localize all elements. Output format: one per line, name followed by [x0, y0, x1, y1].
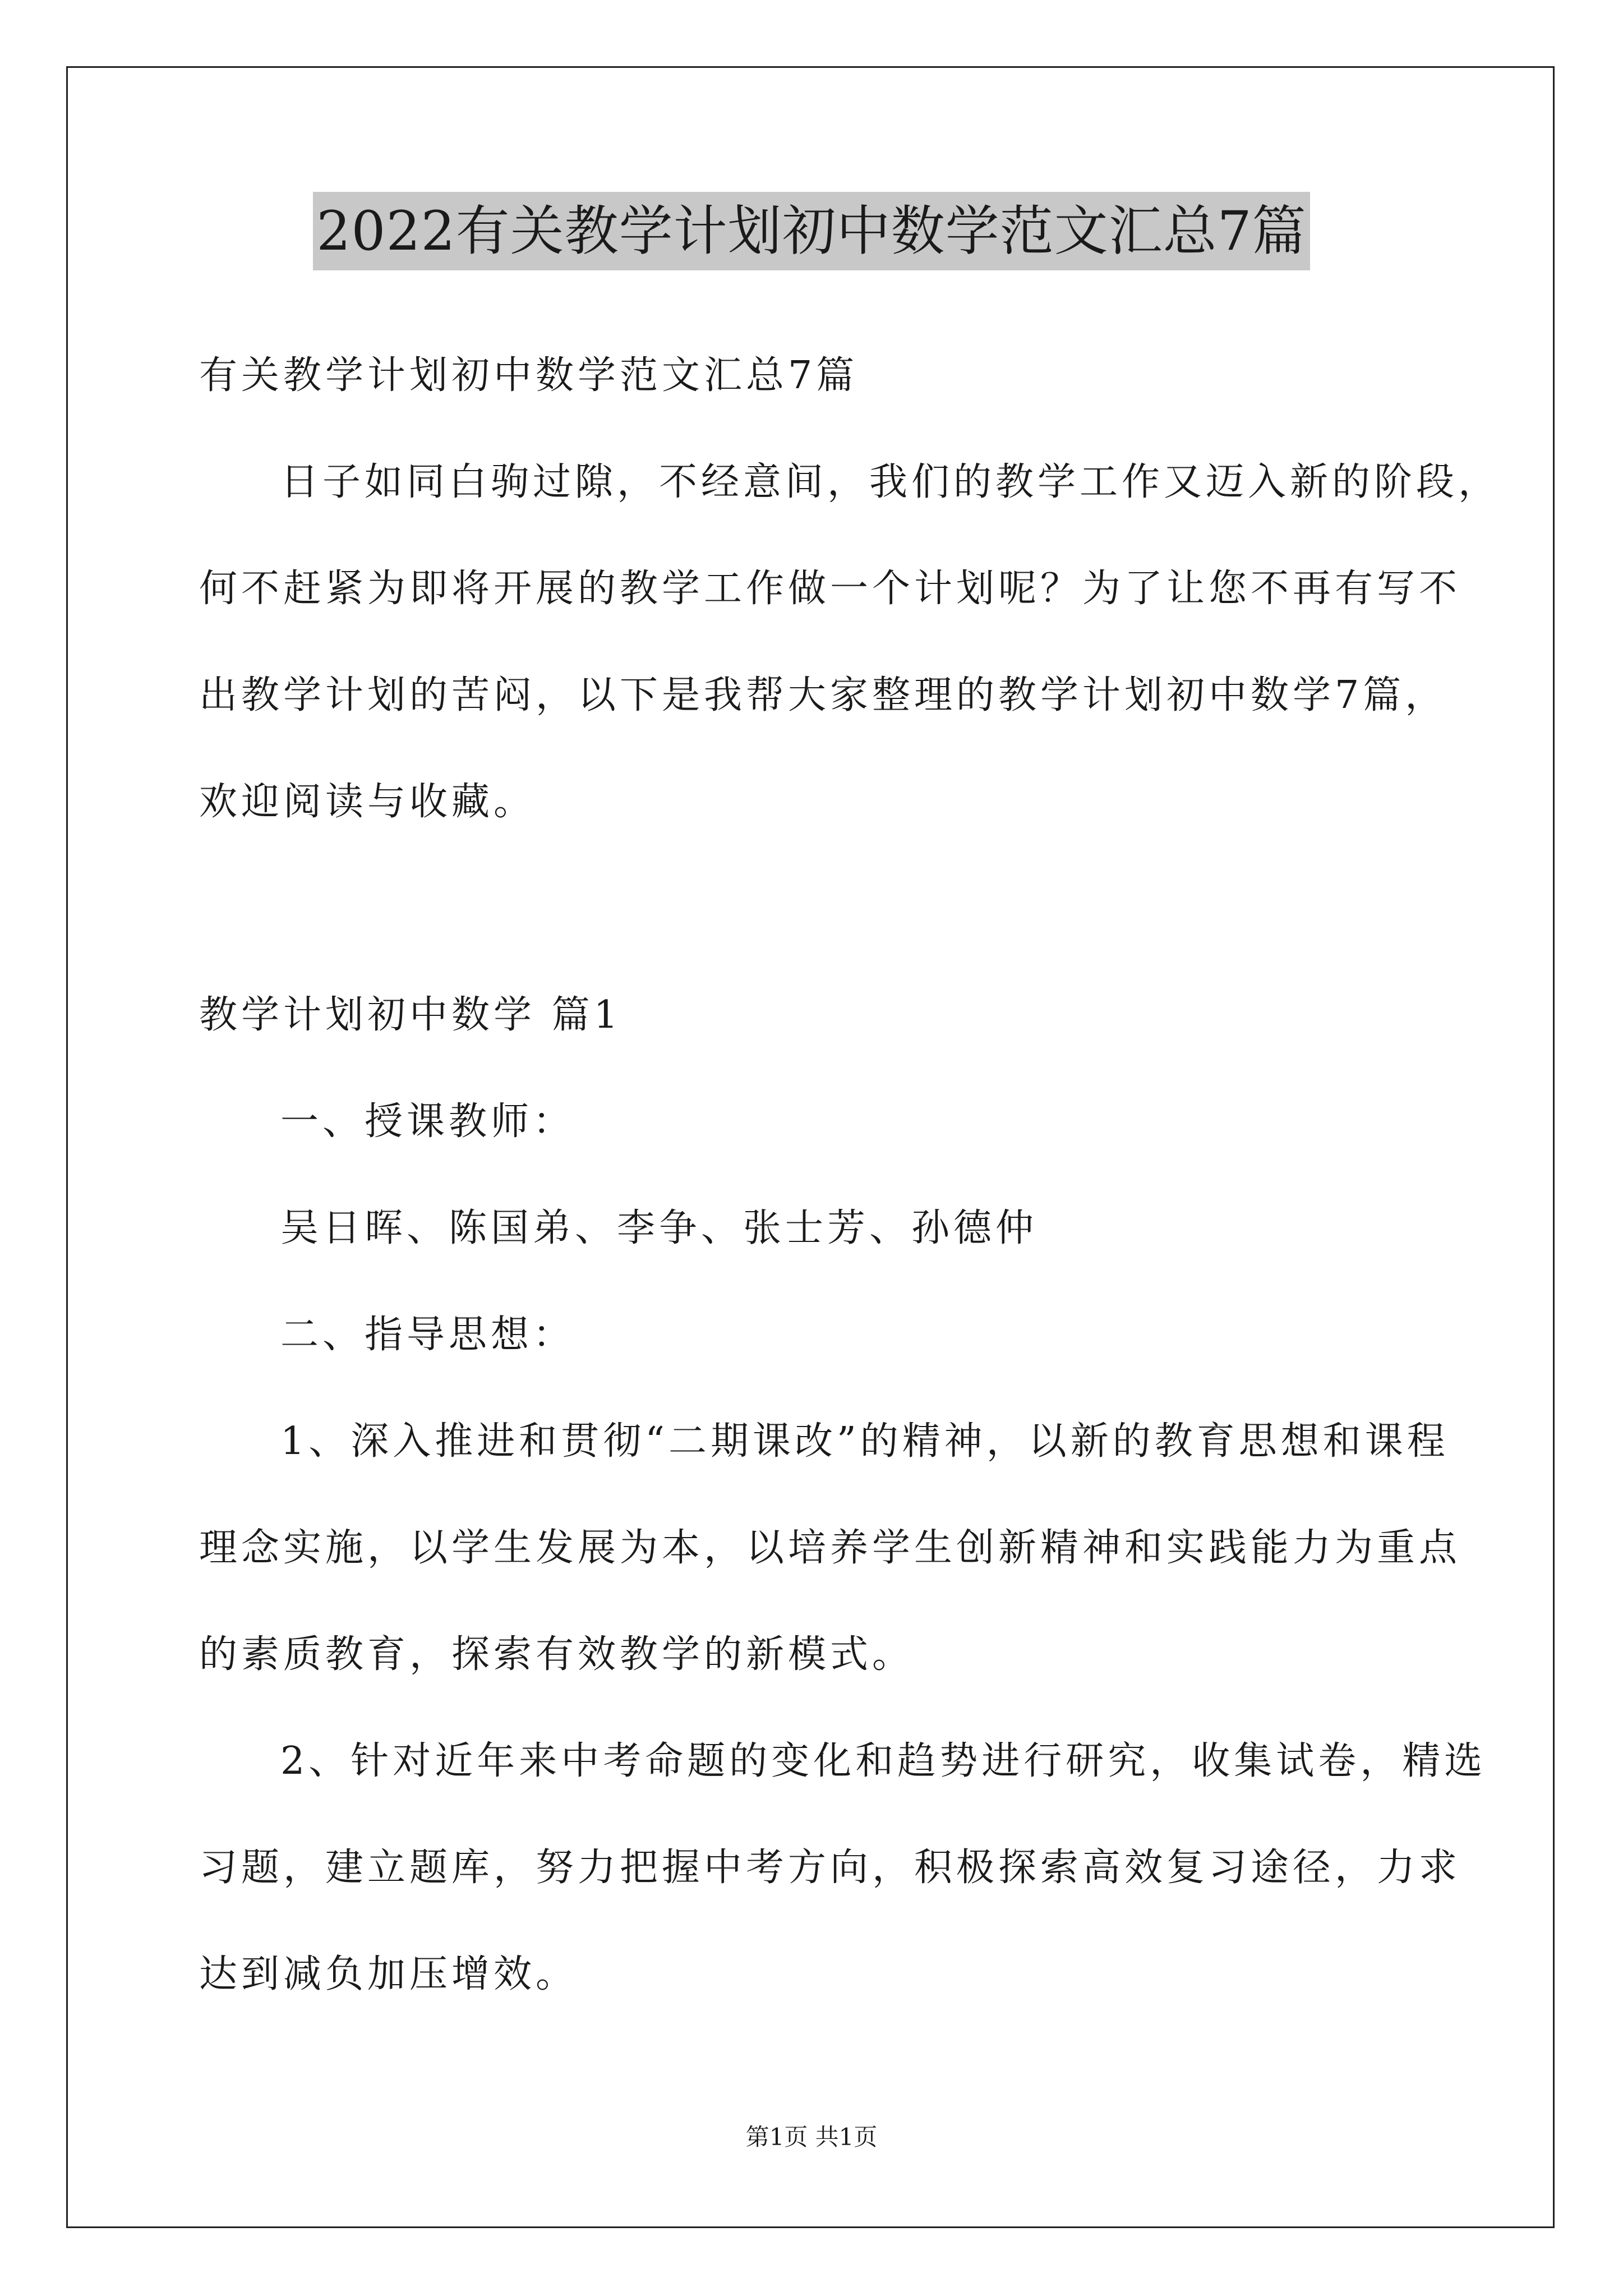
point2-line-2: 习题，建立题库，努力把握中考方向，积极探索高效复习途径，力求	[199, 1846, 1461, 1890]
point1-line-1: 1、深入推进和贯彻“二期课改”的精神，以新的教育思想和课程	[280, 1419, 1449, 1464]
document-title: 2022有关教学计划初中数学范文汇总7篇	[313, 192, 1310, 270]
point2-line-1: 2、针对近年来中考命题的变化和趋势进行研究，收集试卷，精选	[280, 1739, 1487, 1783]
intro-line-2: 何不赶紧为即将开展的教学工作做一个计划呢？为了让您不再有写不	[199, 567, 1461, 611]
title-container	[0, 192, 1623, 270]
intro-line-4: 欢迎阅读与收藏。	[199, 780, 536, 824]
intro-line-3: 出教学计划的苦闷，以下是我帮大家整理的教学计划初中数学7篇，	[199, 673, 1447, 717]
point2-line-3: 达到减负加压增效。	[199, 1952, 578, 1996]
document-subtitle: 有关教学计划初中数学范文汇总7篇	[199, 353, 859, 398]
item2-heading: 二、指导思想：	[280, 1313, 575, 1357]
point1-line-3: 的素质教育，探索有效教学的新模式。	[199, 1632, 915, 1677]
point1-line-2: 理念实施，以学生发展为本，以培养学生创新精神和实践能力为重点	[199, 1526, 1461, 1570]
section-heading: 教学计划初中数学 篇1	[199, 993, 622, 1037]
item1-heading: 一、授课教师：	[280, 1099, 575, 1144]
intro-line-1: 日子如同白驹过隙，不经意间，我们的教学工作又迈入新的阶段，	[280, 460, 1501, 504]
page-footer: 第1页 共1页	[745, 2123, 878, 2151]
teachers-list: 吴日晖、陈国弟、李争、张士芳、孙德仲	[280, 1206, 1038, 1250]
